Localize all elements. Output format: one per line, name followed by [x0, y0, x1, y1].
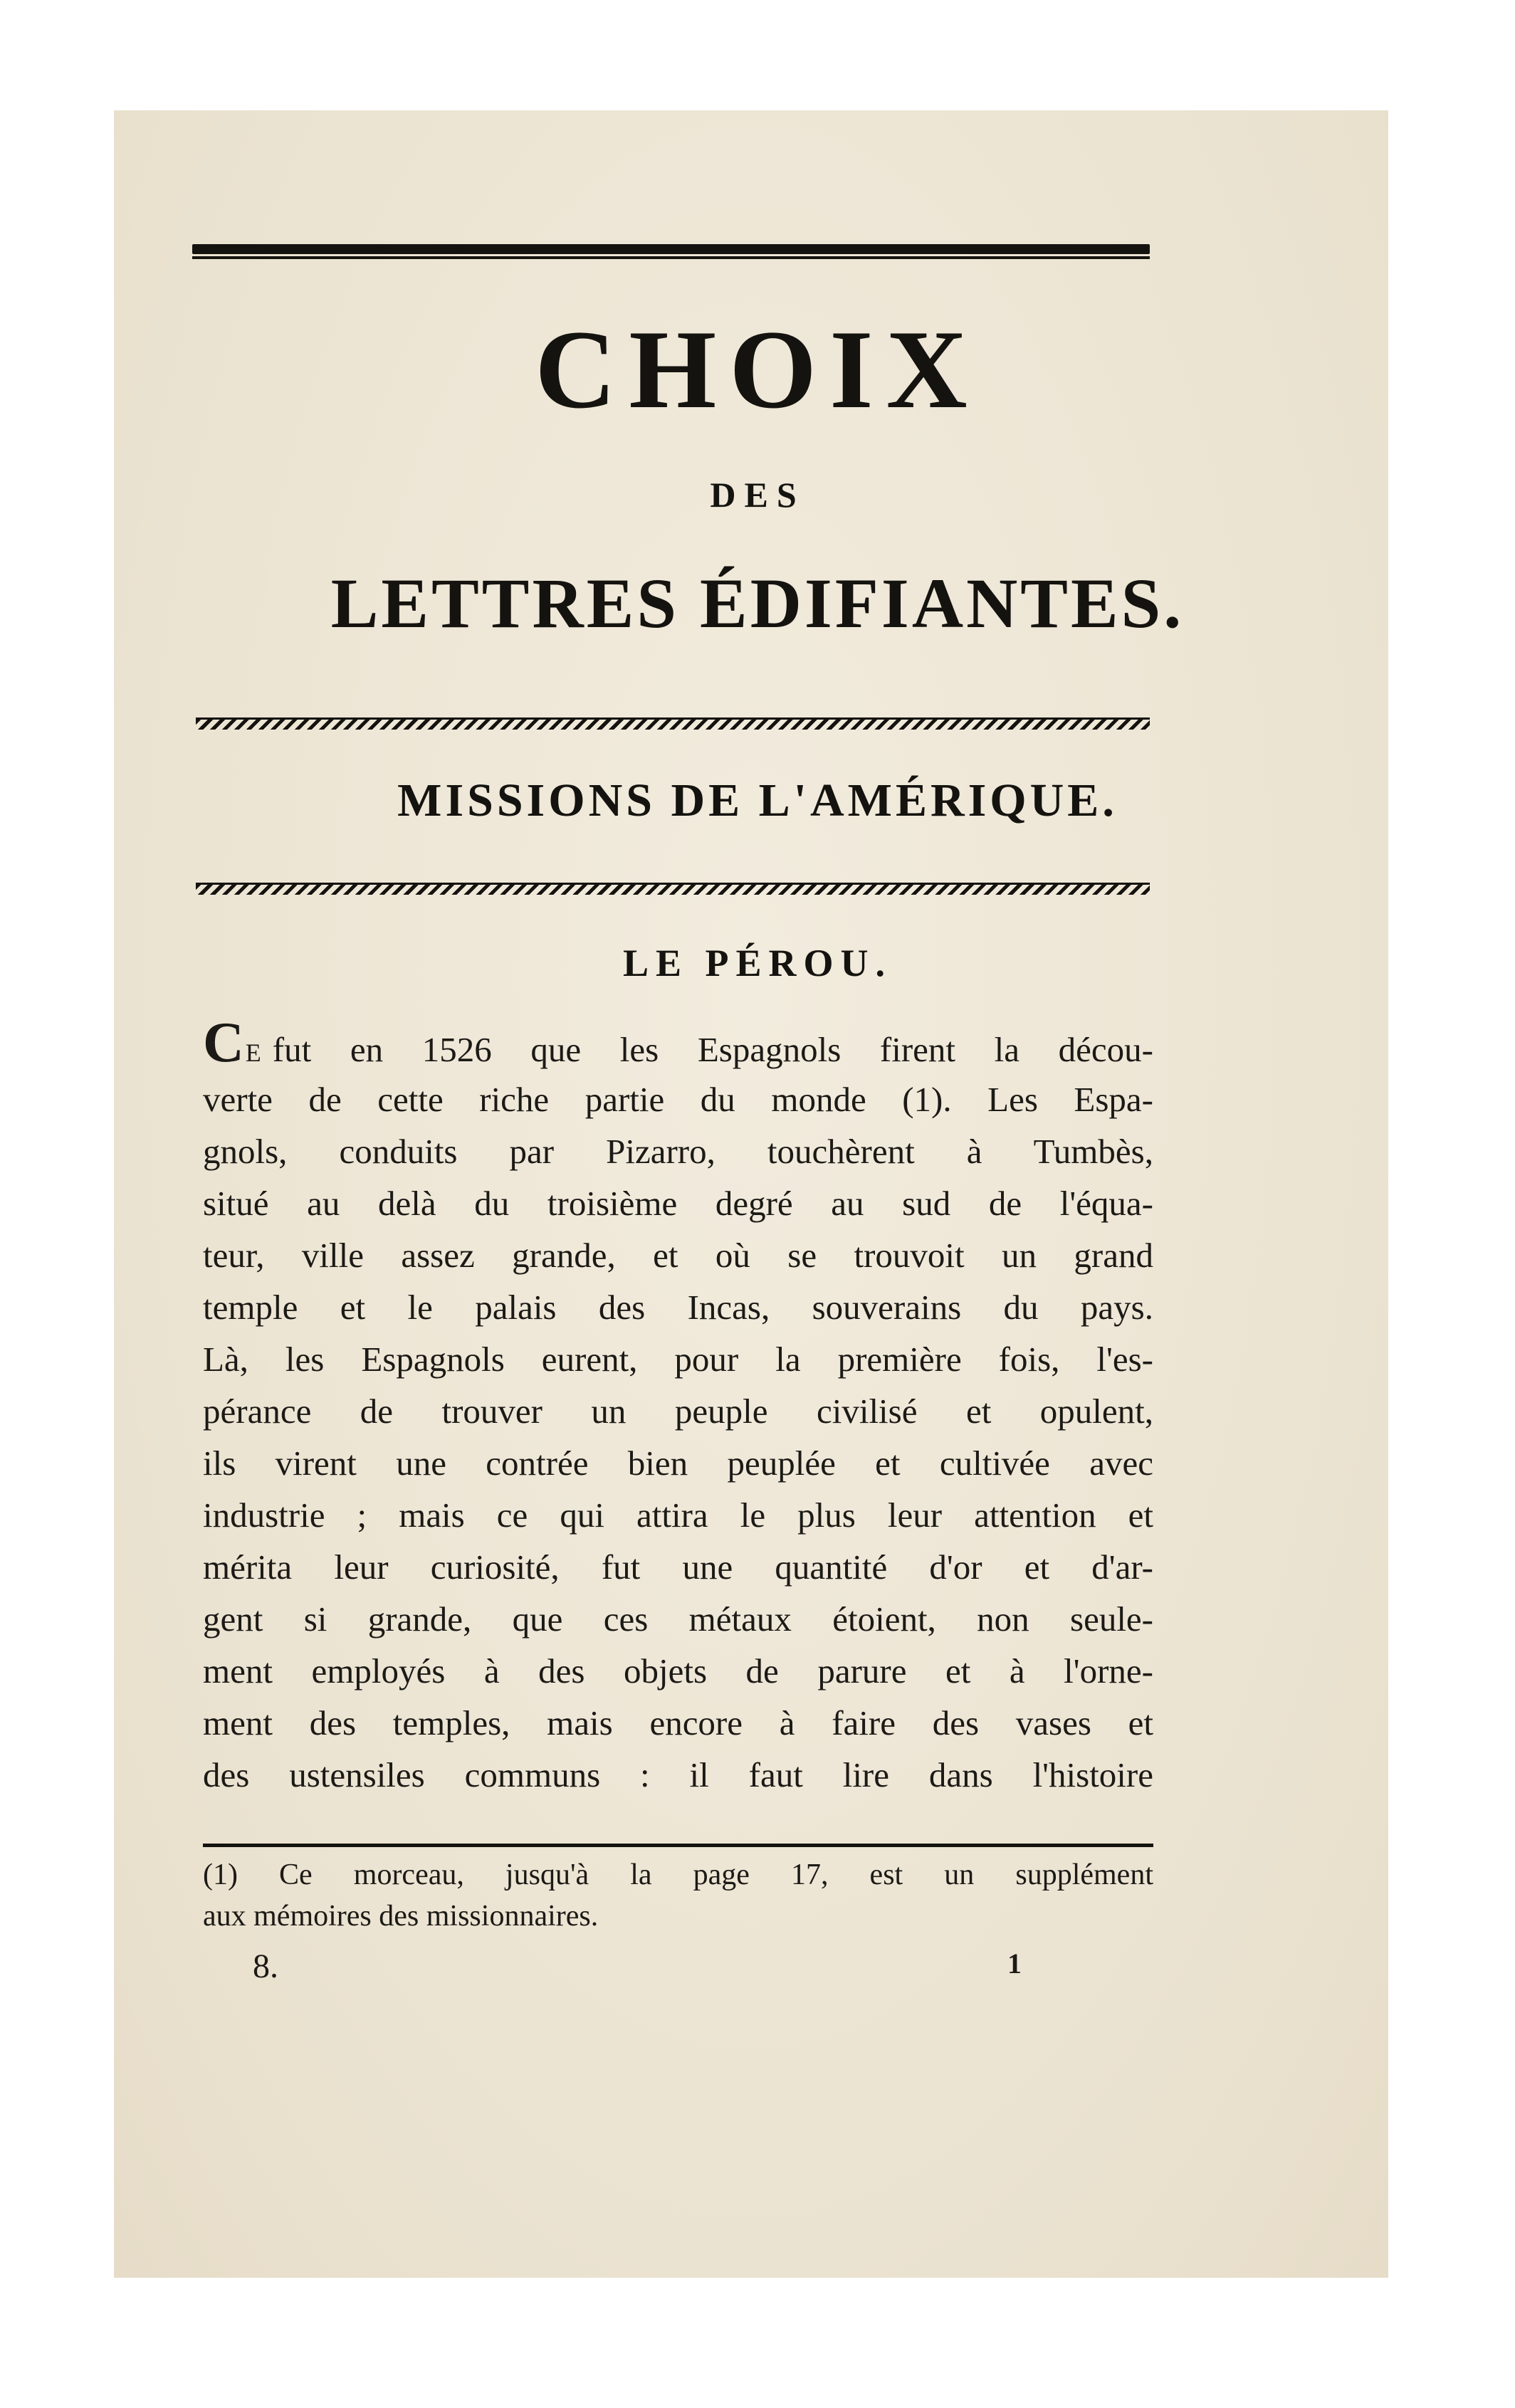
signature-mark: 8.	[253, 1947, 278, 1985]
body-line: teur, ville assez grande, et où se trouvoit un grand	[203, 1236, 1153, 1275]
footnote-line: (1) Ce morceau, jusqu'à la page 17, est un supplément	[203, 1858, 1153, 1891]
body-line: Là, les Espagnols eurent, pour la première fois, l'es-	[203, 1340, 1153, 1379]
body-line: gent si grande, que ces métaux étoient, non seule-	[203, 1599, 1153, 1639]
body-line: ils virent une contrée bien peuplée et cultivée avec	[203, 1444, 1153, 1483]
body-line: CE fut en 1526 que les Espagnols firent la décou-	[203, 1021, 1153, 1073]
ornament-rule-2	[196, 883, 1150, 895]
body-line: ment employés à des objets de parure et à l'orne-	[203, 1651, 1153, 1691]
title-des: DES	[710, 475, 805, 515]
footnote	[203, 1854, 1153, 1937]
body-line: pérance de trouver un peuple civilisé et opulent,	[203, 1392, 1153, 1431]
subsection-heading: LE PÉROU.	[622, 942, 893, 984]
title-main: CHOIX	[535, 307, 980, 432]
sheet-mark: 1	[1007, 1947, 1022, 1979]
body-line: des ustensiles communs : il faut lire dans l'histoire	[203, 1755, 1153, 1794]
footnote-rule	[203, 1844, 1153, 1847]
ornament-rule-1	[196, 717, 1150, 730]
body-line: temple et le palais des Incas, souverains du pays.	[203, 1288, 1153, 1327]
body-line: verte de cette riche partie du monde (1). Les Espa-	[203, 1080, 1153, 1119]
title-lettres: LETTRES ÉDIFIANTES.	[330, 564, 1185, 643]
body-line: industrie ; mais ce qui attira le plus leur attention et	[203, 1495, 1153, 1535]
top-rule	[192, 244, 1150, 254]
section-heading: MISSIONS DE L'AMÉRIQUE.	[397, 774, 1118, 826]
small-cap: E	[245, 1039, 263, 1067]
drop-cap: C	[203, 1021, 244, 1073]
body-line: gnols, conduits par Pizarro, touchèrent à Tumbès,	[203, 1132, 1153, 1171]
body-line: situé au delà du troisième degré au sud de l'équa-	[203, 1184, 1153, 1223]
body-line: ment des temples, mais encore à faire des vases et	[203, 1703, 1153, 1742]
footnote-line: aux mémoires des missionnaires.	[203, 1900, 599, 1933]
body-text	[203, 1021, 1153, 1801]
body-line: mérita leur curiosité, fut une quantité d'or et d'ar-	[203, 1547, 1153, 1587]
